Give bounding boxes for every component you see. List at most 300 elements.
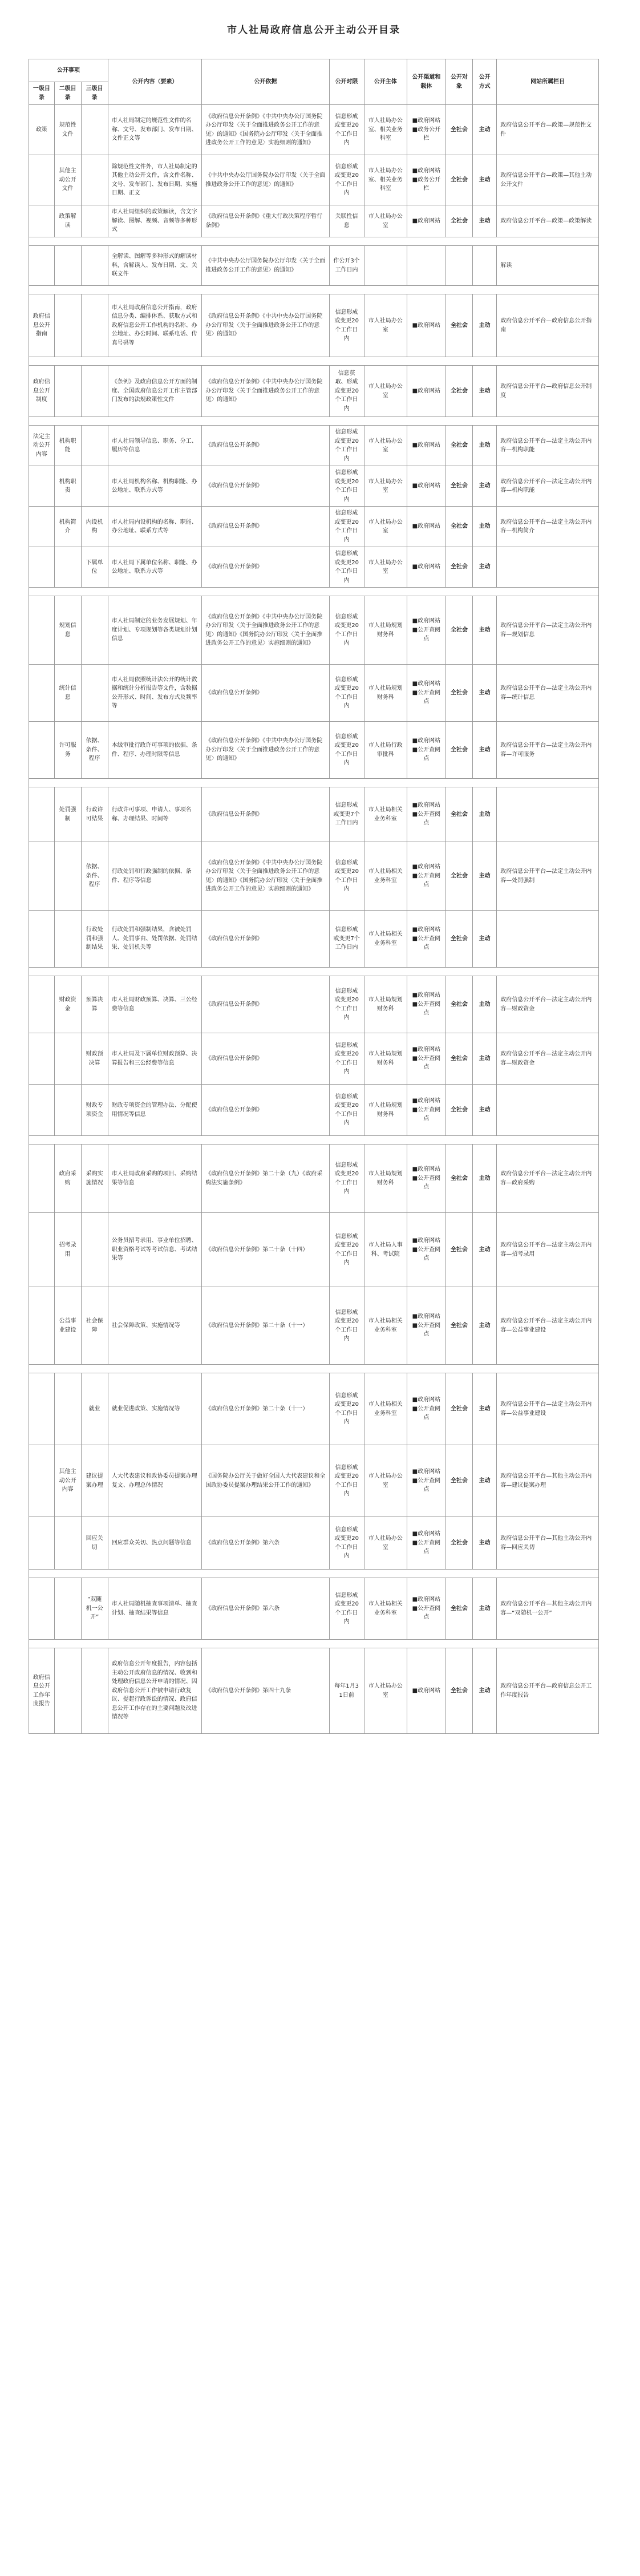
cell-subject: 市人社局办公室 <box>364 1648 407 1734</box>
cell-basis: 《政府信息公开条例》《中共中央办公厅国务院办公厅印发〈关于全面推进政务公开工作的意见〉的通知》《国务院办公厅印发〈关于全面推进政务公开工作的意见〉实施细则的通知》 <box>202 105 329 155</box>
cell-time: 信息形成或变更20个工作日内 <box>329 1033 364 1085</box>
cell-basis: 《政府信息公开条例》 <box>202 547 329 588</box>
cell-channel: ■政府网站 ■公开查阅点 <box>407 1145 445 1213</box>
cell-level1 <box>29 246 55 286</box>
cell-level3: 下属单位 <box>81 547 108 588</box>
cell-channel: ■政府网站 ■公开查阅点 <box>407 787 445 842</box>
cell-level3: 采购实施情况 <box>81 1145 108 1213</box>
cell-basis: 《政府信息公开条例》《重大行政决策程序暂行条例》 <box>202 205 329 237</box>
cell-level3 <box>81 426 108 466</box>
cell-subject: 市人社局办公室 <box>364 366 407 417</box>
cell-basis: 《政府信息公开条例》《中共中央办公厅国务院办公厅印发〈关于全面推进政务公开工作的意见〉的通知》 <box>202 722 329 779</box>
cell-time: 关联性信息 <box>329 205 364 237</box>
cell-level1 <box>29 1445 55 1517</box>
cell-column: 政府信息公开平台—法定主动公开内容—政府采购 <box>497 1145 599 1213</box>
cell-method: 主动 <box>472 842 496 911</box>
cell-subject: 市人社局办公室、相关业务科室 <box>364 155 407 205</box>
cell-channel: ■政府网站 ■公开查阅点 <box>407 1517 445 1570</box>
cell-method: 主动 <box>472 366 496 417</box>
cell-level1 <box>29 155 55 205</box>
cell-method: 主动 <box>472 507 496 547</box>
table-row <box>29 366 599 417</box>
cell-object: 全社会 <box>445 787 472 842</box>
cell-level3 <box>81 294 108 357</box>
cell-time: 信息形成或变更20个工作日内 <box>329 1145 364 1213</box>
table-row <box>29 246 599 286</box>
cell-object: 全社会 <box>445 426 472 466</box>
cell-basis: 《政府信息公开条例》第二十条（十一） <box>202 1287 329 1365</box>
cell-object: 全社会 <box>445 911 472 968</box>
cell-level1 <box>29 1373 55 1445</box>
cell-level2: 其他主动公开文件 <box>54 155 81 205</box>
cell-column: 政府信息公开平台—法定主动公开内容—统计信息 <box>497 665 599 722</box>
cell-basis: 《政府信息公开条例》 <box>202 426 329 466</box>
cell-time: 作公开3个工作日内 <box>329 246 364 286</box>
cell-subject: 市人社局办公室、相关业务科室 <box>364 105 407 155</box>
cell-time: 信息形成或变更20个工作日内 <box>329 596 364 665</box>
cell-basis: 《中共中央办公厅国务院办公厅印发〈关于全面推进政务公开工作的意见〉的通知》 <box>202 155 329 205</box>
cell-column <box>497 1085 599 1136</box>
cell-channel: ■政府网站 ■公开查阅点 <box>407 1085 445 1136</box>
cell-time: 信息获取、形成或变更20个工作日内 <box>329 366 364 417</box>
cell-level3 <box>81 155 108 205</box>
cell-content: 《条例》及政府信息公开方面的制度、全国政府信息公开工作主管部门发布的法规政策性文件 <box>108 366 202 417</box>
cell-channel <box>407 246 445 286</box>
table-row <box>29 1578 599 1640</box>
cell-column: 政府信息公开平台—法定主动公开内容—机构职能 <box>497 426 599 466</box>
cell-level3: 回应关切 <box>81 1517 108 1570</box>
cell-column <box>497 547 599 588</box>
cell-level3 <box>81 105 108 155</box>
cell-column: 政府信息公开平台—法定主动公开内容—公益事业建设 <box>497 1287 599 1365</box>
group-separator <box>29 357 599 366</box>
cell-level2 <box>54 1648 81 1734</box>
cell-channel: ■政府网站 ■公开查阅点 <box>407 842 445 911</box>
cell-time: 信息形成或变更20个工作日内 <box>329 507 364 547</box>
header-channel: 公开渠道和载体 <box>407 59 445 105</box>
cell-object: 全社会 <box>445 205 472 237</box>
cell-level3 <box>81 1213 108 1287</box>
cell-level1 <box>29 596 55 665</box>
cell-basis: 《中共中央办公厅国务院办公厅印发〈关于全面推进政务公开工作的意见〉的通知》 <box>202 246 329 286</box>
cell-content: 就业促进政策、实施情况等 <box>108 1373 202 1445</box>
cell-level3 <box>81 665 108 722</box>
cell-level1: 政府信息公开制度 <box>29 366 55 417</box>
header-method: 公开方式 <box>472 59 496 105</box>
cell-object: 全社会 <box>445 105 472 155</box>
cell-object: 全社会 <box>445 722 472 779</box>
cell-subject: 市人社局规划财务科 <box>364 596 407 665</box>
cell-subject <box>364 246 407 286</box>
cell-time: 信息形成或变更20个工作日内 <box>329 105 364 155</box>
cell-content: 市人社局机构名称、机构职能、办公地址、联系方式等 <box>108 466 202 507</box>
cell-channel: ■政府网站 <box>407 547 445 588</box>
cell-subject: 市人社局规划财务科 <box>364 665 407 722</box>
cell-method: 主动 <box>472 1033 496 1085</box>
cell-content: 市人社局随机抽查事项清单、抽查计划、抽查结果等信息 <box>108 1578 202 1640</box>
cell-subject: 市人社局办公室 <box>364 294 407 357</box>
cell-column: 政府信息公开平台—其他主动公开内容—“双随机一公开” <box>497 1578 599 1640</box>
table-row <box>29 1648 599 1734</box>
cell-method: 主动 <box>472 665 496 722</box>
cell-column: 政府信息公开平台—政府信息公开指南 <box>497 294 599 357</box>
cell-level3: 行政许可结果 <box>81 787 108 842</box>
cell-object: 全社会 <box>445 1213 472 1287</box>
table-row <box>29 787 599 842</box>
cell-method: 主动 <box>472 722 496 779</box>
cell-subject: 市人社局办公室 <box>364 205 407 237</box>
cell-level1 <box>29 1033 55 1085</box>
cell-content: 行政处罚和强制结果，含被处罚人、处罚事由、处罚依据、处罚结果、处罚机关等 <box>108 911 202 968</box>
table-row <box>29 1033 599 1085</box>
cell-method: 主动 <box>472 294 496 357</box>
cell-level1 <box>29 1517 55 1570</box>
cell-subject: 市人社局相关业务科室 <box>364 787 407 842</box>
cell-level3: 内设机构 <box>81 507 108 547</box>
cell-channel: ■政府网站 ■公开查阅点 <box>407 1287 445 1365</box>
cell-content: 全解读、图解等多种形式的解读材料，含解读人、发布日期、文、关联文件 <box>108 246 202 286</box>
cell-subject: 市人社局办公室 <box>364 426 407 466</box>
cell-level2: 许可服务 <box>54 722 81 779</box>
cell-content: 公务员招考录用、事业单位招聘、职业资格考试等考试信息、考试结果等 <box>108 1213 202 1287</box>
table-row <box>29 1085 599 1136</box>
table-row <box>29 665 599 722</box>
cell-time: 信息形成或变更20个工作日内 <box>329 1373 364 1445</box>
cell-level1 <box>29 1213 55 1287</box>
cell-column <box>497 911 599 968</box>
cell-time: 信息形成或变更20个工作日内 <box>329 1213 364 1287</box>
cell-subject: 市人社局办公室 <box>364 466 407 507</box>
header-time: 公开时限 <box>329 59 364 105</box>
cell-method: 主动 <box>472 1648 496 1734</box>
table-row <box>29 596 599 665</box>
cell-channel: ■政府网站 <box>407 205 445 237</box>
cell-subject: 市人社局办公室 <box>364 507 407 547</box>
page-title: 市人社局政府信息公开主动公开目录 <box>227 25 400 36</box>
cell-method: 主动 <box>472 1373 496 1445</box>
table-row <box>29 722 599 779</box>
cell-content: 市人社局组织的政策解读，含文字解读、图解、视频、音频等多种形式 <box>108 205 202 237</box>
header-matters: 公开事项 <box>29 59 108 82</box>
cell-channel: ■政府网站 <box>407 366 445 417</box>
cell-basis: 《政府信息公开条例》 <box>202 976 329 1033</box>
cell-channel: ■政府网站 ■政务公开栏 <box>407 105 445 155</box>
cell-time: 每年1月31日前 <box>329 1648 364 1734</box>
cell-object: 全社会 <box>445 155 472 205</box>
header-content: 公开内容（要素） <box>108 59 202 105</box>
cell-level1: 政府信息公开指南 <box>29 294 55 357</box>
cell-method: 主动 <box>472 596 496 665</box>
cell-subject: 市人社局相关业务科室 <box>364 1373 407 1445</box>
cell-level3: 财政专项资金 <box>81 1085 108 1136</box>
cell-method: 主动 <box>472 1287 496 1365</box>
cell-channel: ■政府网站 ■公开查阅点 <box>407 722 445 779</box>
cell-basis: 《政府信息公开条例》 <box>202 466 329 507</box>
cell-level1 <box>29 547 55 588</box>
cell-content: 行政处罚和行政强制的依据、条件、程序等信息 <box>108 842 202 911</box>
cell-content: 人大代表建议和政协委员提案办理复文、办理总体情况 <box>108 1445 202 1517</box>
cell-level2: 统计信息 <box>54 665 81 722</box>
cell-content: 市人社局下属单位名称、职能、办公地址、联系方式等 <box>108 547 202 588</box>
cell-object: 全社会 <box>445 294 472 357</box>
cell-subject: 市人社局行政审批科 <box>364 722 407 779</box>
cell-method <box>472 246 496 286</box>
cell-level3 <box>81 596 108 665</box>
cell-channel: ■政府网站 ■政务公开栏 <box>407 155 445 205</box>
cell-level3: 行政处罚和强制结果 <box>81 911 108 968</box>
header-basis: 公开依据 <box>202 59 329 105</box>
cell-basis: 《政府信息公开条例》《中共中央办公厅国务院办公厅印发〈关于全面推进政务公开工作的意见〉的通知》《国务院办公厅印发〈关于全面推进政务公开工作的意见〉实施细则的通知》 <box>202 596 329 665</box>
cell-subject: 市人社局相关业务科室 <box>364 1287 407 1365</box>
cell-basis: 《政府信息公开条例》 <box>202 911 329 968</box>
cell-level2 <box>54 911 81 968</box>
cell-level3: 建议提案办理 <box>81 1445 108 1517</box>
cell-level2: 财政资金 <box>54 976 81 1033</box>
cell-channel: ■政府网站 ■公开查阅点 <box>407 1033 445 1085</box>
header-level2: 二级目录 <box>54 82 81 105</box>
cell-time: 信息形成或变更20个工作日内 <box>329 1085 364 1136</box>
cell-method: 主动 <box>472 1145 496 1213</box>
cell-method: 主动 <box>472 105 496 155</box>
cell-level1 <box>29 722 55 779</box>
cell-level2: 机构简介 <box>54 507 81 547</box>
table-row <box>29 294 599 357</box>
cell-level3: 财政预决算 <box>81 1033 108 1085</box>
cell-channel: ■政府网站 ■公开查阅点 <box>407 1213 445 1287</box>
cell-channel: ■政府网站 ■公开查阅点 <box>407 596 445 665</box>
cell-level3: “双随机一公开” <box>81 1578 108 1640</box>
group-separator <box>29 1640 599 1648</box>
cell-time: 信息形成或变更20个工作日内 <box>329 976 364 1033</box>
cell-basis: 《政府信息公开条例》第六条 <box>202 1578 329 1640</box>
table-row <box>29 976 599 1033</box>
cell-channel: ■政府网站 ■公开查阅点 <box>407 1445 445 1517</box>
cell-column: 政府信息公开平台—其他主动公开内容—建议提案办理 <box>497 1445 599 1517</box>
cell-object: 全社会 <box>445 1445 472 1517</box>
cell-level2 <box>54 246 81 286</box>
cell-content: 市人社局政府采购的项目、采购结果等信息 <box>108 1145 202 1213</box>
cell-column: 政府信息公开平台—法定主动公开内容—财政资金 <box>497 1033 599 1085</box>
table-row <box>29 426 599 466</box>
cell-level1 <box>29 842 55 911</box>
cell-level2: 规范性文件 <box>54 105 81 155</box>
cell-basis: 《政府信息公开条例》第二十条（十一） <box>202 1373 329 1445</box>
cell-object: 全社会 <box>445 842 472 911</box>
cell-object: 全社会 <box>445 1033 472 1085</box>
group-separator <box>29 1136 599 1145</box>
cell-time: 信息形成或变更20个工作日内 <box>329 1445 364 1517</box>
group-separator <box>29 237 599 246</box>
cell-content: 市人社局领导信息、职务、分工、履历等信息 <box>108 426 202 466</box>
cell-column: 解读 <box>497 246 599 286</box>
cell-level3: 就业 <box>81 1373 108 1445</box>
cell-time: 信息形成或变更20个工作日内 <box>329 466 364 507</box>
group-separator <box>29 286 599 294</box>
catalog-table <box>29 59 599 1734</box>
group-separator <box>29 1570 599 1578</box>
cell-level3: 依据、条件、程序 <box>81 842 108 911</box>
cell-level3 <box>81 1648 108 1734</box>
cell-object: 全社会 <box>445 665 472 722</box>
cell-object: 全社会 <box>445 466 472 507</box>
cell-time: 信息形成或变更20个工作日内 <box>329 1578 364 1640</box>
table-row <box>29 105 599 155</box>
cell-content: 行政许可事项、申请人、事项名称、办理结果、时间等 <box>108 787 202 842</box>
cell-level1: 政策 <box>29 105 55 155</box>
cell-column: 政府信息公开平台—政府信息公开制度 <box>497 366 599 417</box>
cell-object: 全社会 <box>445 1287 472 1365</box>
cell-subject: 市人社局规划财务科 <box>364 976 407 1033</box>
cell-object: 全社会 <box>445 1373 472 1445</box>
table-row <box>29 1213 599 1287</box>
cell-level1 <box>29 507 55 547</box>
cell-level2: 处罚强制 <box>54 787 81 842</box>
header-level1: 一级目录 <box>29 82 55 105</box>
cell-basis: 《政府信息公开条例》 <box>202 1033 329 1085</box>
cell-basis: 《政府信息公开条例》第四十九条 <box>202 1648 329 1734</box>
cell-channel: ■政府网站 <box>407 426 445 466</box>
cell-content: 市人社局及下属单位财政预算、决算报告和三公经费等信息 <box>108 1033 202 1085</box>
cell-level2 <box>54 1517 81 1570</box>
cell-level2 <box>54 366 81 417</box>
cell-level3 <box>81 205 108 237</box>
table-row <box>29 1287 599 1365</box>
table-header <box>29 59 599 105</box>
cell-subject: 市人社局人事科、考试院 <box>364 1213 407 1287</box>
cell-column: 政府信息公开平台—法定主动公开内容—公益事业建设 <box>497 1373 599 1445</box>
cell-basis: 《政府信息公开条例》第二十条（十四） <box>202 1213 329 1287</box>
cell-subject: 市人社局办公室 <box>364 1517 407 1570</box>
table-body <box>29 105 599 1734</box>
cell-content: 市人社局政府信息公开指南，政府信息分类、编排体系、获取方式和政府信息公开工作机构的名称、办公地址、办公时间、联系电话、传真号码等 <box>108 294 202 357</box>
cell-level1 <box>29 1287 55 1365</box>
cell-channel: ■政府网站 ■公开查阅点 <box>407 911 445 968</box>
cell-level2 <box>54 1373 81 1445</box>
cell-channel: ■政府网站 ■公开查阅点 <box>407 665 445 722</box>
cell-level3 <box>81 366 108 417</box>
cell-level1 <box>29 976 55 1033</box>
cell-level3 <box>81 246 108 286</box>
cell-basis: 《政府信息公开条例》 <box>202 1085 329 1136</box>
cell-method: 主动 <box>472 205 496 237</box>
cell-level1: 政府信息公开工作年度报告 <box>29 1648 55 1734</box>
header-level3: 三级目录 <box>81 82 108 105</box>
cell-column: 政府信息公开平台—法定主动公开内容—处罚强制 <box>497 842 599 911</box>
cell-basis: 《政府信息公开条例》第六条 <box>202 1517 329 1570</box>
table-row <box>29 1445 599 1517</box>
cell-object: 全社会 <box>445 1648 472 1734</box>
cell-level1 <box>29 1085 55 1136</box>
cell-subject: 市人社局规划财务科 <box>364 1085 407 1136</box>
cell-basis: 《政府信息公开条例》《中共中央办公厅国务院办公厅印发〈关于全面推进政务公开工作的意见〉的通知》 <box>202 366 329 417</box>
cell-level2: 政策解读 <box>54 205 81 237</box>
cell-subject: 市人社局相关业务科室 <box>364 842 407 911</box>
cell-object: 全社会 <box>445 366 472 417</box>
cell-subject: 市人社局规划财务科 <box>364 1033 407 1085</box>
cell-time: 信息形成或变更20个工作日内 <box>329 1287 364 1365</box>
group-separator <box>29 1365 599 1373</box>
cell-column: 政府信息公开平台—法定主动公开内容—财政资金 <box>497 976 599 1033</box>
cell-level3 <box>81 466 108 507</box>
cell-level2 <box>54 1578 81 1640</box>
cell-column: 政府信息公开平台—法定主动公开内容—机构简介 <box>497 507 599 547</box>
cell-level2: 招考录用 <box>54 1213 81 1287</box>
cell-level2 <box>54 547 81 588</box>
cell-method: 主动 <box>472 426 496 466</box>
cell-content: 本级审批行政许可事项的依据、条件、程序、办理时限等信息 <box>108 722 202 779</box>
cell-content: 市人社局财政预算、决算、三公经费等信息 <box>108 976 202 1033</box>
cell-time: 信息形成或变更20个工作日内 <box>329 722 364 779</box>
cell-basis: 《政府信息公开条例》《中共中央办公厅国务院办公厅印发〈关于全面推进政务公开工作的意见〉的通知》《国务院办公厅印发〈关于全面推进政务公开工作的意见〉实施细则的通知》 <box>202 842 329 911</box>
cell-time: 信息形成或变更7个工作日内 <box>329 911 364 968</box>
cell-level2: 政府采购 <box>54 1145 81 1213</box>
cell-object: 全社会 <box>445 1578 472 1640</box>
cell-time: 信息形成或变更7个工作日内 <box>329 787 364 842</box>
cell-basis: 《政府信息公开条例》第二十条（九）《政府采购法实施条例》 <box>202 1145 329 1213</box>
cell-level3: 预算决算 <box>81 976 108 1033</box>
cell-column: 政府信息公开平台—法定主动公开内容—许可服务 <box>497 722 599 779</box>
cell-column: 政府信息公开平台—法定主动公开内容—招考录用 <box>497 1213 599 1287</box>
cell-subject: 市人社局相关业务科室 <box>364 911 407 968</box>
cell-level2 <box>54 294 81 357</box>
cell-content: 市人社局内设机构的名称、职能、办公地址、联系方式等 <box>108 507 202 547</box>
table-row <box>29 155 599 205</box>
cell-object <box>445 246 472 286</box>
cell-method: 主动 <box>472 547 496 588</box>
table-row <box>29 547 599 588</box>
page <box>29 22 599 1734</box>
cell-method: 主动 <box>472 155 496 205</box>
cell-level1 <box>29 466 55 507</box>
cell-method: 主动 <box>472 911 496 968</box>
cell-time: 信息形成或变更20个工作日内 <box>329 426 364 466</box>
cell-level1 <box>29 1578 55 1640</box>
cell-level2 <box>54 1085 81 1136</box>
cell-channel: ■政府网站 <box>407 466 445 507</box>
group-separator <box>29 779 599 787</box>
cell-time: 信息形成或变更20个工作日内 <box>329 155 364 205</box>
cell-column: 政府信息公开平台—政府信息公开工作年度报告 <box>497 1648 599 1734</box>
cell-column <box>497 787 599 842</box>
cell-column: 政府信息公开平台—其他主动公开内容—回应关切 <box>497 1517 599 1570</box>
cell-basis: 《政府信息公开条例》 <box>202 665 329 722</box>
cell-subject: 市人社局规划财务科 <box>364 1145 407 1213</box>
cell-level2 <box>54 842 81 911</box>
table-row <box>29 1373 599 1445</box>
table-row <box>29 507 599 547</box>
cell-object: 全社会 <box>445 547 472 588</box>
cell-content: 回应群众关切、热点问题等信息 <box>108 1517 202 1570</box>
cell-content: 市人社局依照统计法公开的统计数据和统计分析报告等文件，含数据公开形式、时间、发布方式及频率等 <box>108 665 202 722</box>
group-separator <box>29 968 599 976</box>
cell-time: 信息形成或变更20个工作日内 <box>329 1517 364 1570</box>
cell-level2: 其他主动公开内容 <box>54 1445 81 1517</box>
cell-method: 主动 <box>472 1578 496 1640</box>
cell-method: 主动 <box>472 787 496 842</box>
cell-content: 财政专项资金的管理办法、分配使用情况等信息 <box>108 1085 202 1136</box>
cell-level1 <box>29 665 55 722</box>
cell-basis: 《政府信息公开条例》《中共中央办公厅国务院办公厅印发〈关于全面推进政务公开工作的意见〉的通知》 <box>202 294 329 357</box>
cell-subject: 市人社局办公室 <box>364 1445 407 1517</box>
cell-content: 政府信息公开年度报告，内容包括主动公开政府信息的情况、收到和处理政府信息公开申请的情况、因政府信息公开工作被申请行政复议、提起行政诉讼的情况、政府信息公开工作存在的主要问题及改进情况等 <box>108 1648 202 1734</box>
cell-basis: 《国务院办公厅关于做好全国人大代表建议和全国政协委员提案办理结果公开工作的通知》 <box>202 1445 329 1517</box>
cell-column: 政府信息公开平台—法定主动公开内容—规划信息 <box>497 596 599 665</box>
table-row <box>29 466 599 507</box>
table-row <box>29 1517 599 1570</box>
cell-level1 <box>29 787 55 842</box>
header-subject: 公开主体 <box>364 59 407 105</box>
table-row <box>29 1145 599 1213</box>
